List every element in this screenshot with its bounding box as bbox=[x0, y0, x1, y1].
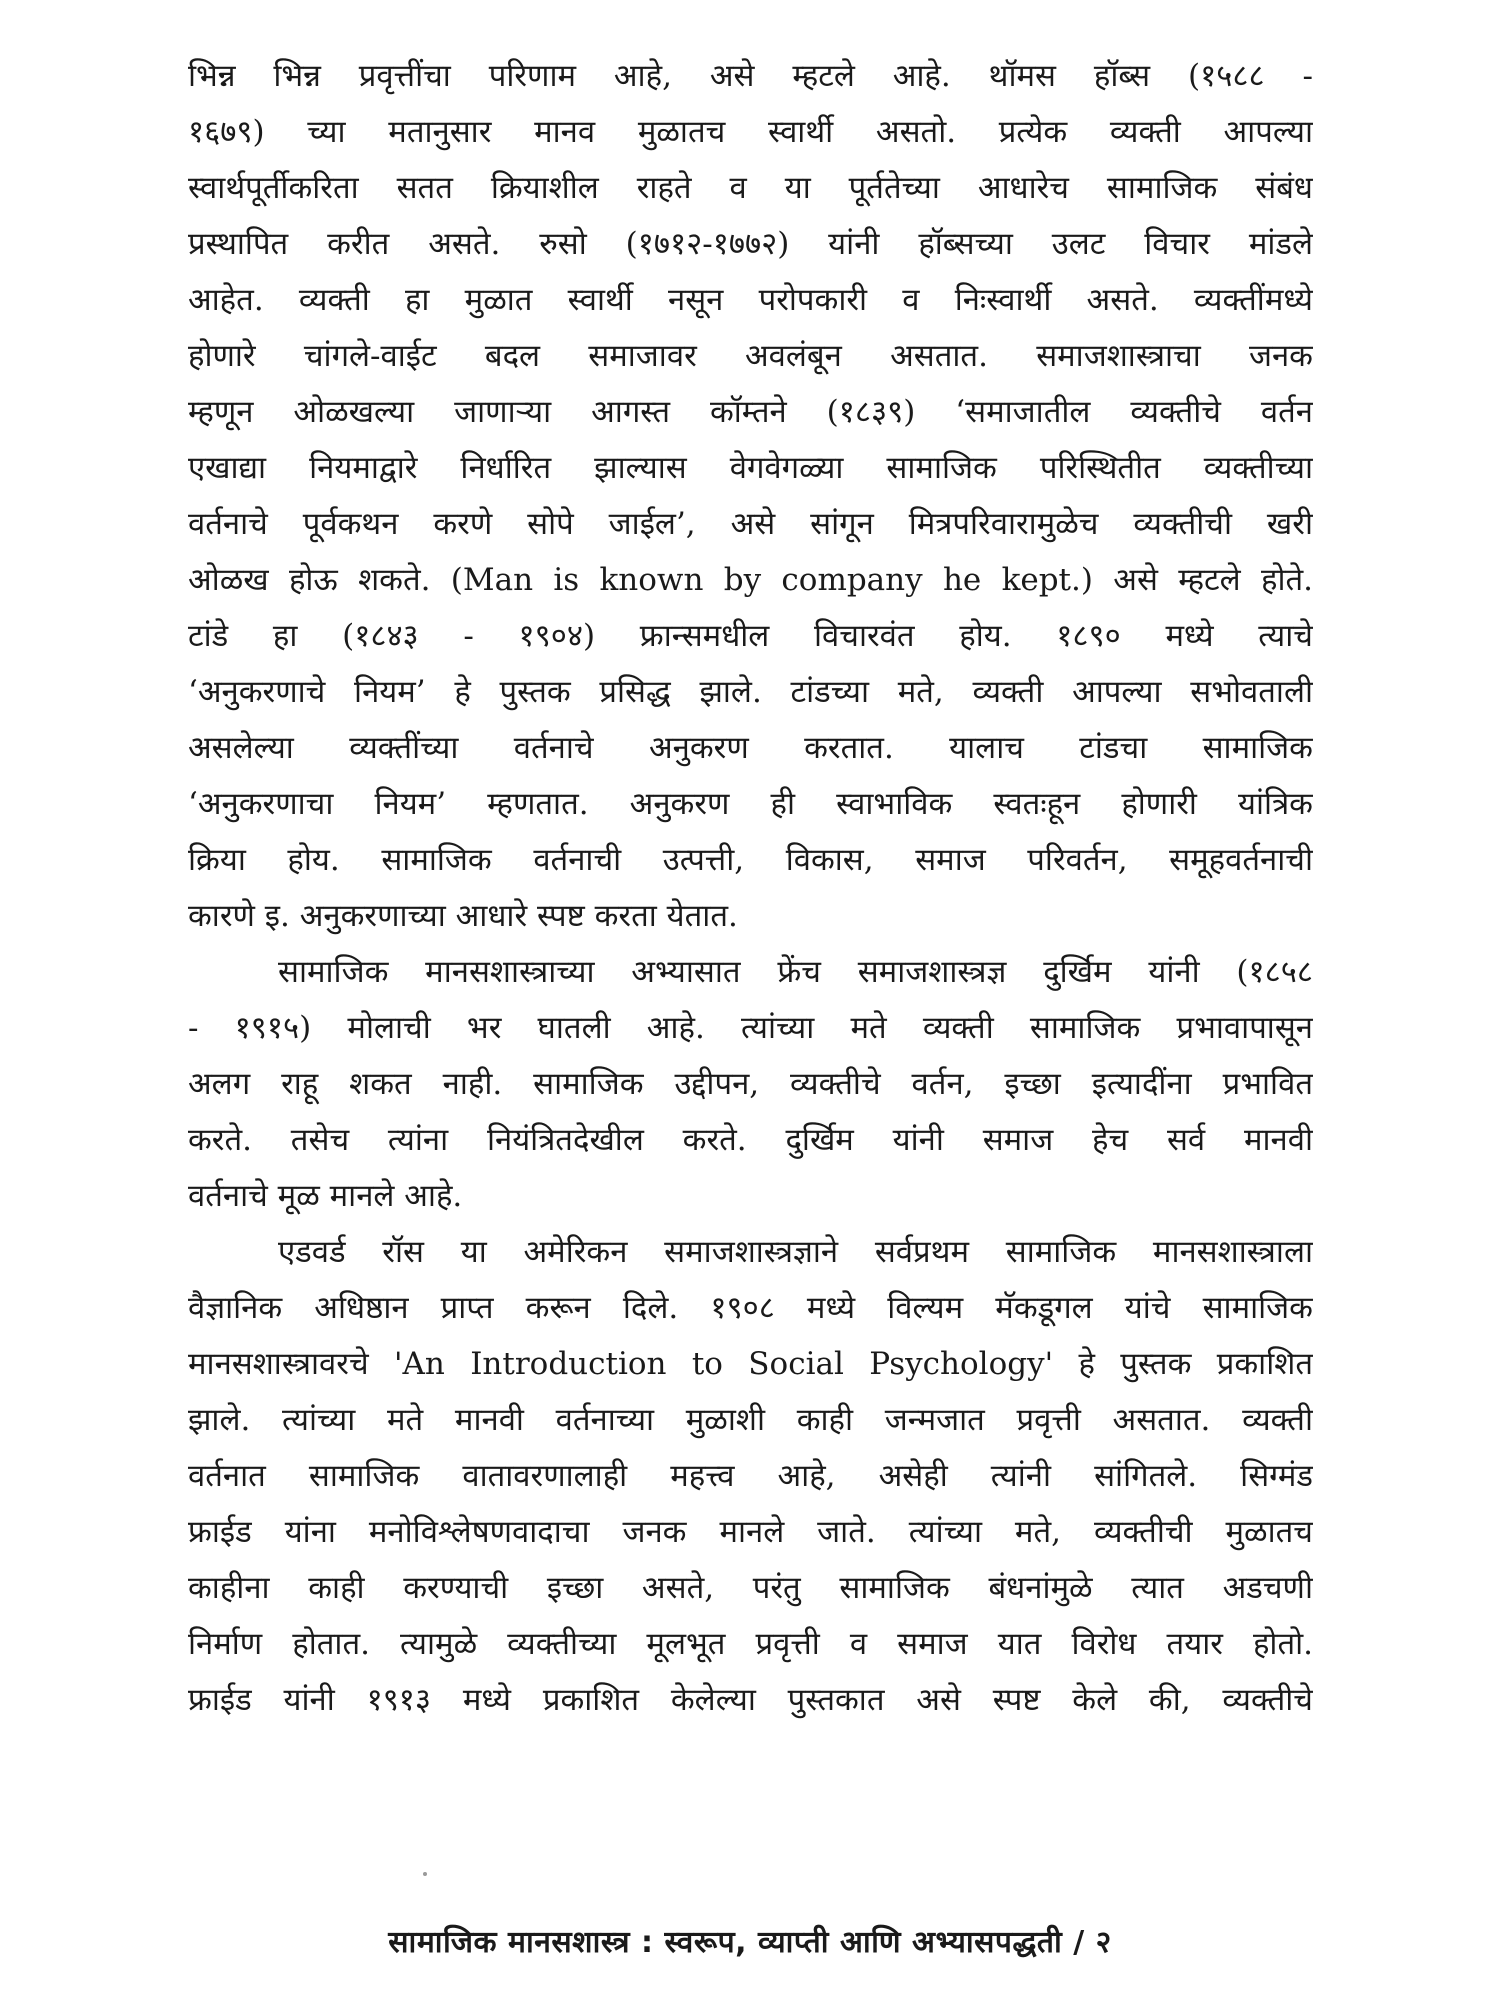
text-line: काहीना काही करण्याची इच्छा असते, परंतु सामाजिक बंधनांमुळे त्यात अडचणी bbox=[188, 1570, 1313, 1606]
text-line: वर्तनाचे पूर्वकथन करणे सोपे जाईल’, असे सांगून मित्रपरिवारामुळेच व्यक्तीची खरी bbox=[188, 506, 1313, 542]
text-line: वर्तनाचे मूळ मानले आहे. bbox=[188, 1178, 463, 1214]
text-line: झाले. त्यांच्या मते मानवी वर्तनाच्या मुळाशी काही जन्मजात प्रवृत्ती असतात. व्यक्ती bbox=[188, 1402, 1313, 1438]
page-footer: सामाजिक मानसशास्त्र : स्वरूप, व्याप्ती आणि अभ्यासपद्धती / २ bbox=[388, 1925, 1112, 1960]
text-line: मानसशास्त्रावरचे 'An Introduction to Social Psychology' हे पुस्तक प्रकाशित bbox=[188, 1346, 1313, 1382]
text-line: ‘अनुकरणाचे नियम’ हे पुस्तक प्रसिद्ध झाले. टांडच्या मते, व्यक्ती आपल्या सभोवताली bbox=[188, 674, 1313, 710]
text-line: क्रिया होय. सामाजिक वर्तनाची उत्पत्ती, विकास, समाज परिवर्तन, समूहवर्तनाची bbox=[188, 842, 1313, 878]
body-text bbox=[188, 48, 1313, 1728]
text-line: ओळख होऊ शकते. (Man is known by company he kept.) असे म्हटले होते. bbox=[188, 562, 1313, 598]
text-line: एडवर्ड रॉस या अमेरिकन समाजशास्त्रज्ञाने सर्वप्रथम सामाजिक मानसशास्त्राला bbox=[278, 1234, 1313, 1270]
text-line: होणारे चांगले-वाईट बदल समाजावर अवलंबून असतात. समाजशास्त्राचा जनक bbox=[188, 338, 1313, 374]
text-line: कारणे इ. अनुकरणाच्या आधारे स्पष्ट करता येतात. bbox=[188, 898, 738, 934]
text-line: भिन्न भिन्न प्रवृत्तींचा परिणाम आहे, असे म्हटले आहे. थॉमस हॉब्स (१५८८ - bbox=[188, 58, 1313, 94]
text-line: फ्राईड यांना मनोविश्लेषणवादाचा जनक मानले जाते. त्यांच्या मते, व्यक्तीची मुळातच bbox=[188, 1514, 1313, 1550]
text-line: एखाद्या नियमाद्वारे निर्धारित झाल्यास वेगवेगळ्या सामाजिक परिस्थितीत व्यक्तीच्या bbox=[188, 450, 1313, 486]
text-line: - १९१५) मोलाची भर घातली आहे. त्यांच्या मते व्यक्ती सामाजिक प्रभावापासून bbox=[188, 1010, 1313, 1046]
paragraph-ross-mcdougall-freud bbox=[188, 1224, 1313, 1728]
text-line: स्वार्थपूर्तीकरिता सतत क्रियाशील राहते व या पूर्ततेच्या आधारेच सामाजिक संबंध bbox=[188, 170, 1313, 206]
scan-speck bbox=[423, 1872, 427, 1876]
paragraph-philosophers bbox=[188, 48, 1313, 944]
text-line: सामाजिक मानसशास्त्राच्या अभ्यासात फ्रेंच समाजशास्त्रज्ञ दुर्खिम यांनी (१८५८ bbox=[278, 954, 1313, 990]
text-line: करते. तसेच त्यांना नियंत्रितदेखील करते. दुर्खिम यांनी समाज हेच सर्व मानवी bbox=[188, 1122, 1313, 1158]
text-line: असलेल्या व्यक्तींच्या वर्तनाचे अनुकरण करतात. यालाच टांडचा सामाजिक bbox=[188, 730, 1313, 766]
text-line: अलग राहू शकत नाही. सामाजिक उद्दीपन, व्यक्तीचे वर्तन, इच्छा इत्यादींना प्रभावित bbox=[188, 1066, 1313, 1102]
text-line: फ्राईड यांनी १९१३ मध्ये प्रकाशित केलेल्या पुस्तकात असे स्पष्ट केले की, व्यक्तीचे bbox=[188, 1682, 1313, 1718]
text-line: म्हणून ओळखल्या जाणाऱ्या आगस्त कॉम्तने (१८३९) ‘समाजातील व्यक्तीचे वर्तन bbox=[188, 394, 1313, 430]
paragraph-durkheim bbox=[188, 944, 1313, 1224]
text-line: निर्माण होतात. त्यामुळे व्यक्तीच्या मूलभूत प्रवृत्ती व समाज यात विरोध तयार होतो. bbox=[188, 1626, 1313, 1662]
text-line: वर्तनात सामाजिक वातावरणालाही महत्त्व आहे, असेही त्यांनी सांगितले. सिग्मंड bbox=[188, 1458, 1313, 1494]
text-line: ‘अनुकरणाचा नियम’ म्हणतात. अनुकरण ही स्वाभाविक स्वतःहून होणारी यांत्रिक bbox=[188, 786, 1313, 822]
text-line: वैज्ञानिक अधिष्ठान प्राप्त करून दिले. १९०८ मध्ये विल्यम मॅकडूगल यांचे सामाजिक bbox=[188, 1290, 1313, 1326]
text-line: प्रस्थापित करीत असते. रुसो (१७१२-१७७२) यांनी हॉब्सच्या उलट विचार मांडले bbox=[188, 226, 1313, 262]
text-line: आहेत. व्यक्ती हा मुळात स्वार्थी नसून परोपकारी व निःस्वार्थी असते. व्यक्तींमध्ये bbox=[188, 282, 1313, 318]
text-line: १६७९) च्या मतानुसार मानव मुळातच स्वार्थी असतो. प्रत्येक व्यक्ती आपल्या bbox=[188, 114, 1313, 150]
text-line: टांडे हा (१८४३ - १९०४) फ्रान्समधील विचारवंत होय. १८९० मध्ये त्याचे bbox=[188, 618, 1313, 654]
